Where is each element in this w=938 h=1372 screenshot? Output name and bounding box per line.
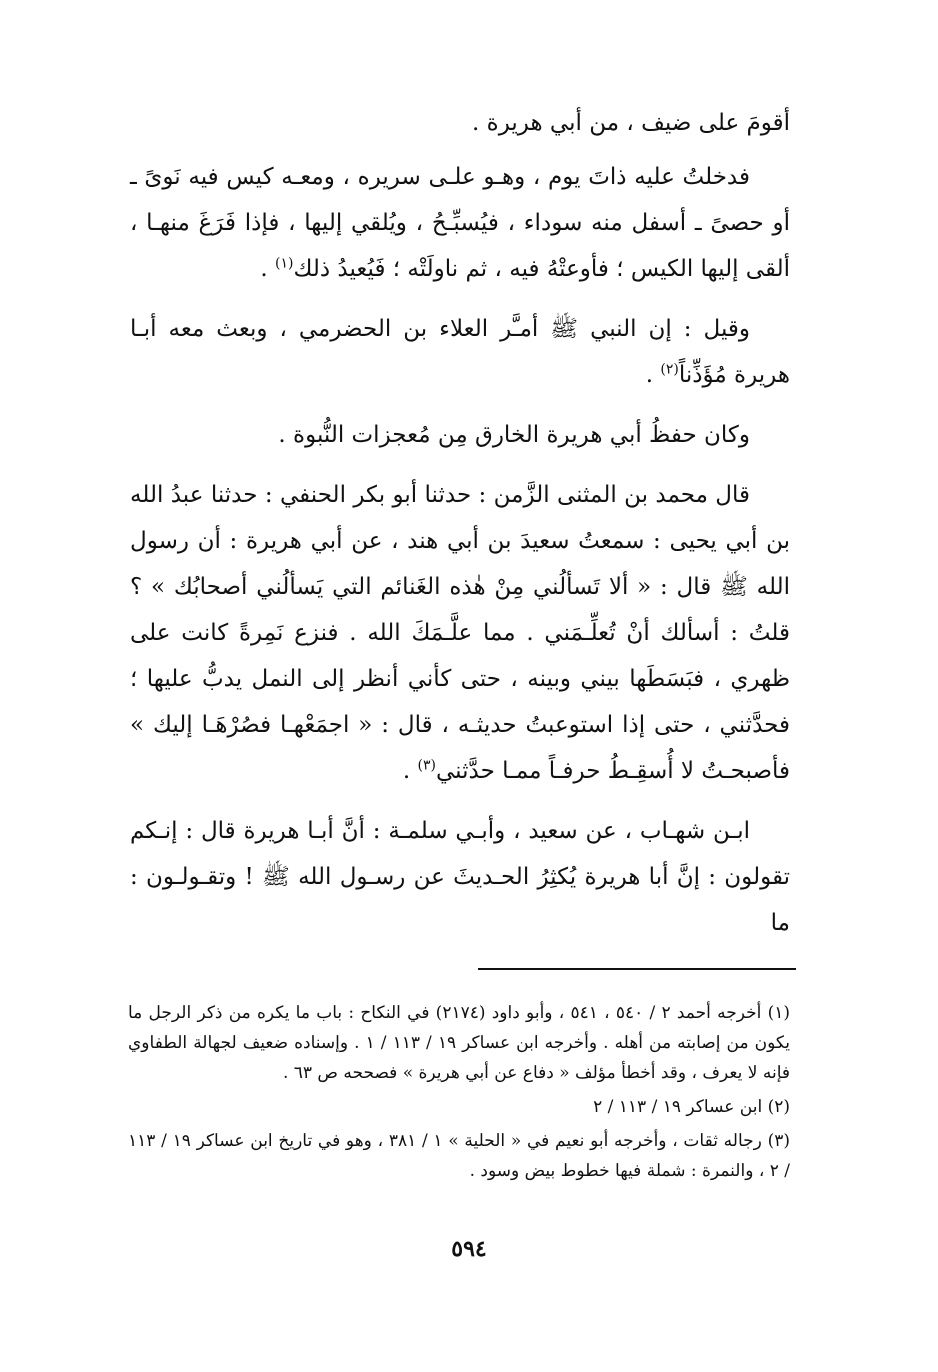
page-number: ٥٩٤ [451, 1236, 487, 1262]
footnote-3: (٣) رجاله ثقات ، وأخرجه أبو نعيم في « الحلية » ١ / ٣٨١ ، وهو في تاريخ ابن عساكر ١٩ / ١١٣ / ٢ ، والنمرة : شملة فيها خطوط بيض وسود . [128, 1131, 790, 1181]
paragraph-1: أقومَ على ضيف ، من أبي هريرة . [472, 110, 790, 136]
footnote-2: (٢) ابن عساكر ١٩ / ١١٣ / ٢ [593, 1097, 790, 1117]
paragraph-5-text: قال محمد بن المثنى الزَّمن : حدثنا أبو بكر الحنفي : حدثنا عبدُ الله بن أبي يحيى : سمعتُ سعيدَ بن أبي هند ، عن أبي هريرة : أن رسول الله ﷺ قال : « ألا تَسألُني مِنْ هٰذه الغَنائم التي يَسألُني أصحابُك » ؟ قلتُ : أسألك أنْ تُعلِّـمَني . مما علَّـمَكَ الله . فنزع نَمِرةً كانت على ظهري ، فبَسَطَها بيني وبينه ، حتى كأني أنظر إلى النمل يدبُّ عليها ؛ فحدَّثني ، حتى إذا استوعبتُ حديثـه ، قال : « اجمَعْهـا فصُرْهَـا إليك » فأصبحـتُ لا أُسقِـطُ حرفـاً ممـا حدَّثني [130, 482, 790, 784]
paragraph-3 [130, 306, 790, 398]
paragraph-2-end: . [260, 256, 275, 282]
footnote-separator [478, 968, 796, 970]
paragraph-3-end: . [645, 362, 661, 388]
paragraph-4: وكان حفظُ أبي هريرة الخارق مِن مُعجزات النُّبوة . [278, 422, 750, 448]
main-text-block [130, 100, 790, 960]
paragraph-5-end: . [402, 758, 418, 784]
paragraph-3-text: وقيل : إن النبي ﷺ أمـَّر العلاء بن الحضرمي ، وبعث معه أبـا هريرة مُؤَذِّناً [130, 316, 790, 388]
footnote-ref-2: (٢) [660, 361, 679, 378]
paragraph-2-text: فدخلتُ عليه ذاتَ يوم ، وهـو علـى سريره ، ومعـه كيس فيه نَوىً ـ أو حصىً ـ أسفل منه سوداء ، فيُسبِّـحُ ، ويُلقي إليها ، فإذا فَرَغَ منهـا ، ألقى إليها الكيس ؛ فأوعتْهُ فيه ، ثم ناولَتْه ؛ فَيُعيدُ ذلك [130, 164, 790, 282]
footnote-ref-3: (٣) [417, 757, 436, 774]
paragraph-6: ابـن شهـاب ، عن سعيد ، وأبـي سلمـة : أنَّ أبـا هريرة قال : إنـكم تقولون : إنَّ أبا هريرة يُكثِرُ الحـديثَ عن رسـول الله ﷺ ! وتقـولـون : ما [130, 818, 790, 936]
paragraph-5 [130, 472, 790, 794]
paragraph-2 [130, 154, 790, 292]
footnotes-block [128, 998, 790, 1190]
footnote-1: (١) أخرجه أحمد ٢ / ٥٤٠ ، ٥٤١ ، وأبو داود (٢١٧٤) في النكاح : باب ما يكره من ذكر الرجل ما يكون من إصابته من أهله . وأخرجه ابن عساكر ١٩ / ١١٣ / ١ . وإسناده ضعيف لجهالة الطفاوي فإنه لا يعرف ، وقد أخطأ مؤلف « دفاع عن أبي هريرة » فصححه ص ٦٣ . [128, 1003, 791, 1083]
footnote-ref-1: (١) [274, 255, 294, 272]
